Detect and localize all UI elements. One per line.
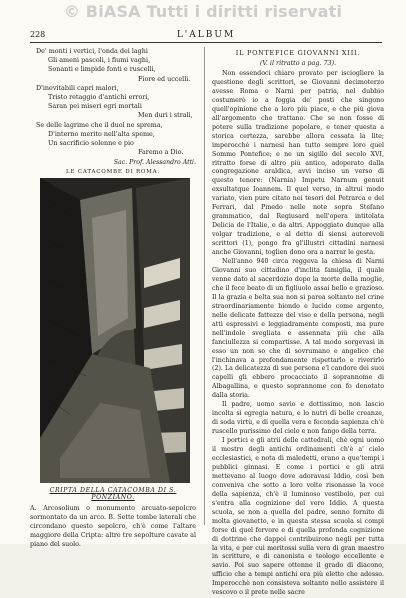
- poem-line: Gli ameni pascoli, i fiumi vaghi,: [48, 56, 151, 65]
- figure-heading: LE CATACOMBE DI ROMA.: [66, 169, 160, 176]
- poem-line: D'interno merito nell'alta speme,: [48, 129, 155, 138]
- catacomb-engraving: [40, 178, 190, 483]
- article-paragraph: Nell'anno 940 circa reggeva la chiesa di Narni Giovanni suo cittadino d'inclita famiglia, il quale venne dato al sacerdozio dopo la morte della moglie, che il fece beato di un figliuolo assai bello e grazioso. Il la grazia e belta sua non si parea soltanto nel crine straordinariamente biondo e lucido come argento, nelle delicate fattezze del viso e della persona, negli atti espressivi e leggiadramente composti, ma pure nell'indole svegliata e assennata più che alla fanciullezza si compartisse. A tal modo sorgevasi in esso un non so che di sovrumano e angelico che l'inchinava a profondamente rispettarlo e riverirlo (2). La delicatezza di sue persona e'l candore dei suoi capelli gli ebbero procacciato il soprannome di Albagallina, e questo soprannome con fo denotato dalla storia.: [212, 258, 384, 400]
- crypt-illustration: [40, 178, 190, 483]
- article-title: IL PONTEFICE GIOVANNI XIII.: [235, 49, 361, 57]
- column-divider: [204, 47, 205, 525]
- poem: [30, 47, 196, 157]
- poem-signature: Sac. Prof. Alessandro Atti.: [113, 159, 196, 167]
- figure-description: A. Arcosolium o monumento arcuato-sepolcro sormontato da un arco. B. Sette tombe laterali che circondano questo sepolcro, ch'è come l'altare maggiore della Cripta: altre tre sepolture cavate al piano del suolo.: [30, 504, 196, 549]
- poem-line: Faremo a Dio.: [138, 148, 184, 157]
- figure-caption: CRIPTA DELLA CATACOMBA DI S. PONZIANO.: [49, 487, 177, 502]
- right-column: [212, 47, 384, 598]
- poem-line: Fiore ed uccelli.: [138, 74, 191, 83]
- poem-line: Sonanti e limpide fonti e ruscelli,: [48, 65, 156, 74]
- poem-line: Se delle lagrime che il duol ne sprema,: [36, 120, 163, 129]
- article-subtitle: (V. il ritratto a pag. 73).: [259, 59, 337, 67]
- poem-line: Saran pei miseri egri mortali: [48, 102, 142, 111]
- article-paragraph: Il padre, uomo savio e dottissimo, non lascio incolta sì egregia natura, e lo nutrì di belle creanze, di soda virtù, e di quella vera e feconda sapienza ch'è ruscello purissimo del cielo e non fango della terra.: [212, 401, 384, 436]
- journal-title: L'ALBUM: [176, 30, 236, 40]
- poem-line: Men duri i strali,: [138, 111, 193, 120]
- left-column: [30, 47, 196, 549]
- poem-line: Un sacrificio solenne e pio: [48, 139, 134, 148]
- running-header: [30, 30, 382, 43]
- watermark-text: © BiASA Tutti i diritti riservati: [63, 2, 343, 21]
- poem-line: De' monti i vertici, l'onda dei laghi: [36, 47, 148, 55]
- poem-line: D'inevitabili capri malori,: [36, 83, 119, 92]
- article-paragraph: I portici e gli atrii delle cattedrali, chè ogni uomo il mostro degli antichi ordinamenti ch'è a' cielo ecclesiastici, e nota di maledetti, erano a que'tempi i pubblici ginnasi. E come i portici e gli atrii mettevano al luogo dove adoravasi Iddio, così ben conveniva che sotto a loro volte risonasse la voce della sapienza, ch'è il luminoso vestibolo, per cui s'entra alla cognizione del vero Iddio. A questa scuola, se non a quella del padre, senno fornito di molta giovanetto, e in questa stessa scuola si compì forse di quel fervore e di quella profonda cognizione di dottrine che dappoi contribuirono negli per tutta la vita, e per cui meritossi sulla vera di gran maestro in scritture, e di canonista e teologo eccellente e savio. Poi suo sapere ottenne il grado di diacono, ufficio che a tempi antichi era più eletto che adesso. Imperocchè non consisteva soltanto nello assistere il vescovo o il prete nelle sacre: [212, 437, 384, 597]
- poem-line: Tristo retaggio d'antichi errori,: [48, 93, 150, 102]
- page-number: 228: [30, 30, 46, 39]
- article-paragraph: Non essendoci chiaro provato per isciogliere la questione degli scrittori, se Giovanni decimoterzo avesse Roma o Narni per patria, nel dubbio costumerò io a foggia de' posti che singono quell'opinione che a loro più piace, e che più giova all'argomento che trattano. Che se non fosse di potere sulla tradizione popolare, e tener questa a storica certezza, sarebbe allora cessata la lite; imperocchè i narnesi han tutto sempre loro quel Sommo Pontefice; e ne un sigillo del secolo XVI, ritratto forse di altro più antico, adoperato dalla congregazione araldica, avvi inciso un verso di questo tenore: (Narnia) Impetu Narnum genuit exsultatque Ioannem. Il quel verso, in altrui modo variato, vien pure citato nei tesori del Petrarca e del Ferrari, dal Pinedo nelle note sopra Stefano grammatico, dal Regiusard nell'opera intitolata Delicia de l'Italie, e da altri. Appoggiato dunque alla volgar tradizione, e al detto di siensi autorevoli scrittori (1), pongo fra gl'illustri cittadini narnesi anche Giovanni, toglien dono ora a narrar le gesta.: [212, 70, 384, 257]
